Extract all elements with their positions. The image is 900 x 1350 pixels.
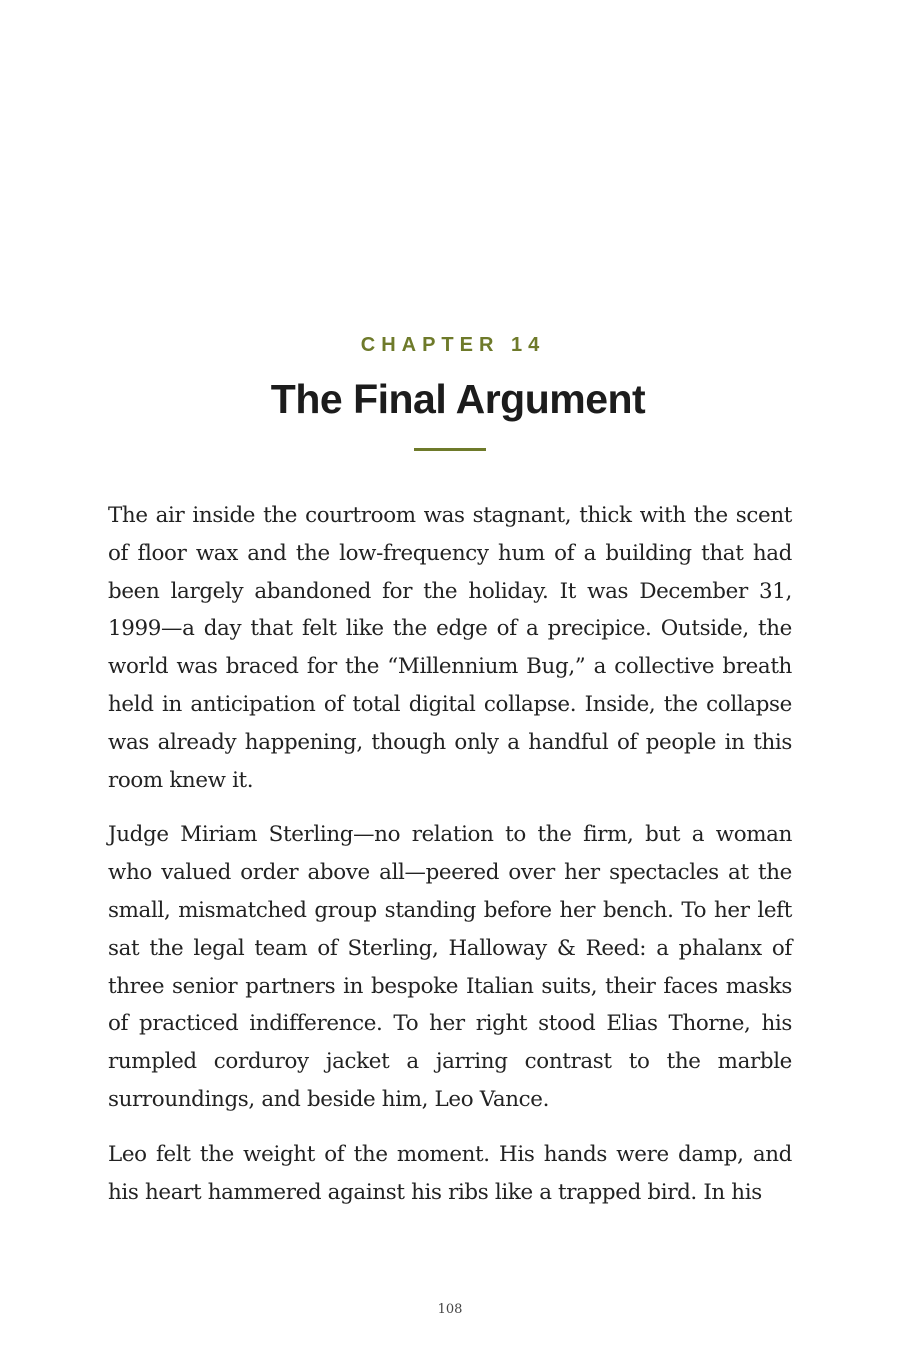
page-number: 108: [437, 1302, 463, 1317]
paragraph-3: Leo felt the weight of the moment. His hands were damp, and his heart hammered against his ribs like a trapped bird. In his: [108, 1141, 792, 1205]
chapter-body: [108, 497, 792, 1228]
chapter-title: The Final Argument: [270, 376, 646, 422]
chapter-label: CHAPTER 14: [360, 334, 546, 356]
paragraph-1: The air inside the courtroom was stagnant, thick with the scent of floor wax and the low-frequency hum of a building that had been largely abandoned for the holiday. It was December 31, 1999—a day that felt like the edge of a precipice. Outside, the world was braced for the “Millennium Bug,” a collective breath held in anticipation of total digital collapse. Inside, the collapse was already happening, though only a handful of people in this room knew it.: [108, 503, 792, 793]
paragraph-2: Judge Miriam Sterling—no relation to the firm, but a woman who valued order above all—peered over her spectacles at the small, mismatched group standing before her bench. To her left sat the legal team of Sterling, Halloway & Reed: a phalanx of three senior partners in bespoke Italian suits, their faces masks of practiced indifference. To her right stood Elias Thorne, his rumpled corduroy jacket a jarring contrast to the marble surroundings, and beside him, Leo Vance.: [108, 822, 792, 1112]
title-divider: [414, 448, 486, 451]
